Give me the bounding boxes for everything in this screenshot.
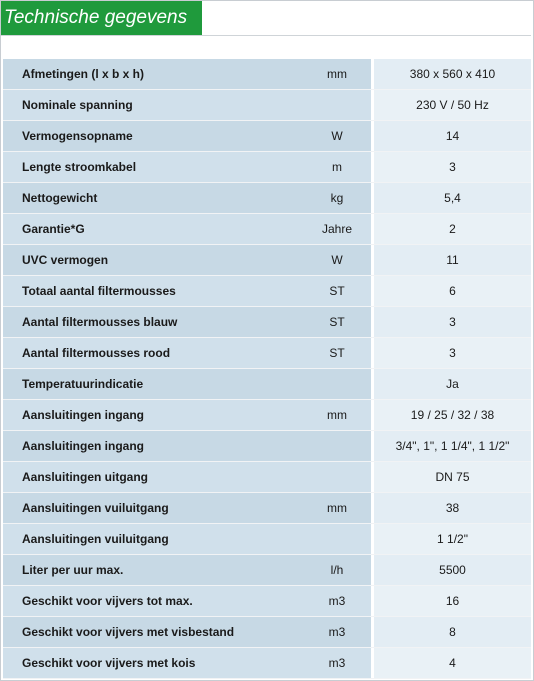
- spec-unit: m: [303, 152, 371, 183]
- spec-value: 14: [374, 121, 531, 152]
- spec-row: [3, 59, 531, 90]
- spec-label: Totaal aantal filtermousses: [3, 276, 303, 307]
- spec-row: [3, 276, 531, 307]
- spec-unit: m3: [303, 648, 371, 679]
- spec-value: Ja: [374, 369, 531, 400]
- spec-label: Geschikt voor vijvers tot max.: [3, 586, 303, 617]
- spec-label: Liter per uur max.: [3, 555, 303, 586]
- spec-row: [3, 617, 531, 648]
- spec-unit: mm: [303, 59, 371, 90]
- spec-label: Vermogensopname: [3, 121, 303, 152]
- spec-label: Aansluitingen vuiluitgang: [3, 524, 303, 555]
- spec-unit: [303, 431, 371, 462]
- spec-unit: W: [303, 121, 371, 152]
- spec-row: [3, 524, 531, 555]
- spec-unit: kg: [303, 183, 371, 214]
- spec-value: 2: [374, 214, 531, 245]
- spec-value: 11: [374, 245, 531, 276]
- spec-value: 4: [374, 648, 531, 679]
- spec-value: 5500: [374, 555, 531, 586]
- spec-value: 19 / 25 / 32 / 38: [374, 400, 531, 431]
- spec-row: [3, 338, 531, 369]
- spec-value: 380 x 560 x 410: [374, 59, 531, 90]
- spec-unit: W: [303, 245, 371, 276]
- spec-row: [3, 400, 531, 431]
- spec-value: 6: [374, 276, 531, 307]
- spec-row: [3, 493, 531, 524]
- spec-value: 3: [374, 338, 531, 369]
- spec-unit: mm: [303, 400, 371, 431]
- spec-value: 5,4: [374, 183, 531, 214]
- spec-unit: ST: [303, 307, 371, 338]
- spec-unit: l/h: [303, 555, 371, 586]
- spec-row: [3, 307, 531, 338]
- spec-row: [3, 214, 531, 245]
- spec-row: [3, 152, 531, 183]
- spec-unit: mm: [303, 493, 371, 524]
- spec-label: UVC vermogen: [3, 245, 303, 276]
- spec-row: [3, 555, 531, 586]
- spec-label: Aantal filtermousses blauw: [3, 307, 303, 338]
- spec-value: 3/4", 1", 1 1/4", 1 1/2": [374, 431, 531, 462]
- spec-row: [3, 648, 531, 679]
- spec-row: [3, 369, 531, 400]
- spec-label: Geschikt voor vijvers met visbestand: [3, 617, 303, 648]
- spec-row: [3, 586, 531, 617]
- spec-value: 38: [374, 493, 531, 524]
- spec-row: [3, 121, 531, 152]
- spec-label: Aansluitingen vuiluitgang: [3, 493, 303, 524]
- panel-header: [1, 1, 531, 36]
- spec-unit: m3: [303, 617, 371, 648]
- spec-label: Aansluitingen uitgang: [3, 462, 303, 493]
- spec-unit: ST: [303, 338, 371, 369]
- spec-unit: [303, 462, 371, 493]
- spec-label: Lengte stroomkabel: [3, 152, 303, 183]
- spec-label: Garantie*G: [3, 214, 303, 245]
- spec-value: 3: [374, 152, 531, 183]
- spec-value: DN 75: [374, 462, 531, 493]
- spec-value: 3: [374, 307, 531, 338]
- spec-label: Nominale spanning: [3, 90, 303, 121]
- spec-value: 16: [374, 586, 531, 617]
- spec-table: [3, 59, 531, 679]
- spec-label: Aantal filtermousses rood: [3, 338, 303, 369]
- spec-label: Afmetingen (l x b x h): [3, 59, 303, 90]
- spec-row: [3, 431, 531, 462]
- spec-row: [3, 245, 531, 276]
- spec-label: Nettogewicht: [3, 183, 303, 214]
- spec-value: 1 1/2": [374, 524, 531, 555]
- spec-row: [3, 462, 531, 493]
- spec-unit: [303, 369, 371, 400]
- spec-unit: [303, 90, 371, 121]
- spec-value: 230 V / 50 Hz: [374, 90, 531, 121]
- section-title-tab: Technische gegevens: [1, 1, 202, 35]
- spec-row: [3, 183, 531, 214]
- spec-row: [3, 90, 531, 121]
- spec-unit: ST: [303, 276, 371, 307]
- spec-label: Temperatuurindicatie: [3, 369, 303, 400]
- spec-unit: m3: [303, 586, 371, 617]
- spec-unit: [303, 524, 371, 555]
- spec-unit: Jahre: [303, 214, 371, 245]
- spec-label: Geschikt voor vijvers met kois: [3, 648, 303, 679]
- spec-label: Aansluitingen ingang: [3, 431, 303, 462]
- spec-value: 8: [374, 617, 531, 648]
- spec-label: Aansluitingen ingang: [3, 400, 303, 431]
- spec-table-body: [3, 59, 531, 679]
